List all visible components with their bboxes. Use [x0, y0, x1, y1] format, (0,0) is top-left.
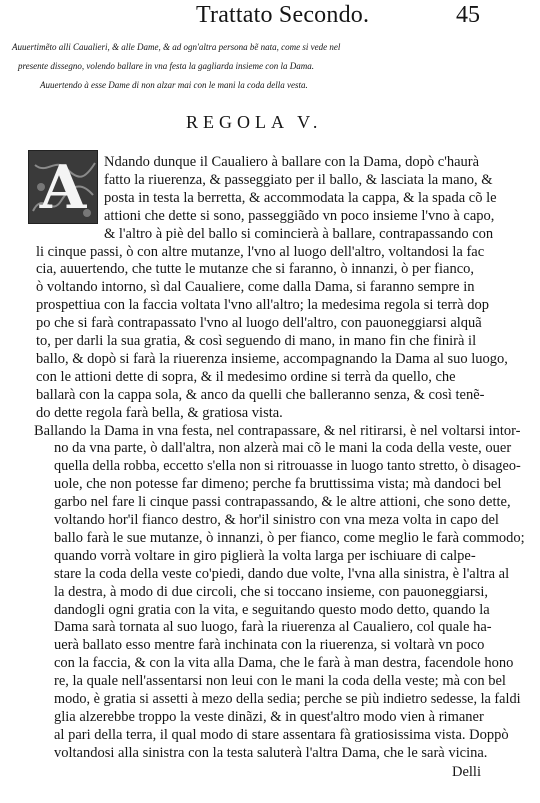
- body-line: Dama sarà tornata al suo luogo, farà la riuerenza al Caualiero, col quale ha-: [54, 619, 492, 636]
- body-line: voltando hor'il fianco destro, & hor'il sinistro con vna meza volta in capo del: [54, 512, 499, 528]
- decorated-initial: [28, 150, 98, 224]
- body-line: ballo, & dopò si farà la riuerenza insieme, accompagnando la Dama al suo luogo,: [36, 350, 508, 367]
- body-line: uerà ballato esso mentre farà inchinata con la riuerenza, si voltarà vn poco: [54, 637, 485, 654]
- drop-cap-letter: A: [39, 153, 87, 223]
- body-line: Ndando dunque il Caualiero à ballare con la Dama, dopò c'haurà: [104, 154, 480, 170]
- body-line: quella della robba, eccetto s'ella non si ritrouasse in luogo tanto stretto, ò disageo-: [54, 458, 521, 475]
- body-line: ò voltando intorno, sì dal Caualiere, come dalla Dama, si faranno sempre in: [36, 279, 475, 296]
- body-line: uole, che non potesse far dimeno; perche fa bruttissima vista; mà dandoci bel: [54, 476, 502, 493]
- body-line: voltandosi alla sinistra con la testa saluterà l'altra Dama, che le sarà vicina.: [54, 744, 488, 761]
- italic-note-line: Auuertendo à esse Dame di non alzar mai con le mani la coda della vesta.: [40, 80, 308, 90]
- body-line: la destra, à modo di due circoli, che si toccano insieme, con pauoneggiarsi,: [54, 583, 489, 600]
- body-line: glia alzerebbe troppo la veste dinãzi, & in quest'altro modo vien à rimaner: [54, 708, 484, 725]
- body-line: to, per darli la sua gratia, & così seguendo di mano, in mano fin che finirà il: [36, 333, 477, 349]
- body-line: ballarà con la cappa sola, & anco da quelli che balleranno senza, & così tenẽ-: [36, 386, 485, 403]
- body-line: ballo farà le sue mutanze, ò innanzi, ò per fianco, come meglio le farà commodo;: [54, 529, 525, 546]
- body-line: dandogli ogni gratia con la vita, e seguitando questo modo detto, quando la: [54, 601, 490, 618]
- body-line: & l'altro à piè del ballo si comincierà à ballare, contrapassando con: [104, 225, 494, 242]
- body-line: po che si farà contrapassato l'vno al luogo dell'altro, con pauoneggiarsi alquã: [36, 315, 482, 332]
- section-heading: REGOLA V.: [186, 112, 323, 132]
- body-line: do dette regola farà bella, & gratiosa vista.: [36, 404, 283, 421]
- body-line: fatto la riuerenza, & passeggiato per il ballo, & lasciata la mano, &: [104, 171, 493, 188]
- page-number: 45: [456, 2, 480, 28]
- body-line: prospettiua con la faccia voltata l'vno all'altro; la medesima regola si terrà dop: [36, 297, 489, 314]
- body-line: modo, è gratia si assetti à mezo della sedia; perche se più indietro sedesse, la faldi: [54, 691, 521, 707]
- italic-note-line: Auuertimẽto alli Caualieri, & alle Dame, & ad ogn'altra persona bẽ nata, come si vede nel: [12, 42, 341, 52]
- body-line: attioni che dette si sono, passeggiãdo vn poco insieme l'vno à capo,: [104, 207, 495, 224]
- body-line: quando vorrà voltare in giro piglierà la volta larga per ischiuare di calpe-: [54, 547, 476, 564]
- body-line: Ballando la Dama in vna festa, nel contrapassare, & nel ritirarsi, è nel voltarsi intor-: [34, 422, 521, 439]
- body-line: posta in testa la berretta, & accommodata la cappa, & la spada cõ le: [104, 189, 497, 206]
- body-line: stare la coda della veste co'piedi, dando due volte, l'vna alla sinistra, è l'altra al: [54, 565, 510, 582]
- catchword: Delli: [452, 764, 481, 780]
- body-line: cia, auuertendo, che tutte le mutanze che si faranno, ò innanzi, ò per fianco,: [36, 261, 475, 278]
- body-line: con la faccia, & con la vita alla Dama, che le farà à man destra, facendole hono: [54, 655, 514, 672]
- body-line: no da vna parte, ò dall'altra, non alzerà mai cõ le mani la coda della veste, ouer: [54, 440, 512, 457]
- body-line: li cinque passi, ò con altre mutanze, l'vno al luogo dell'altro, voltandosi la fac: [36, 243, 485, 260]
- body-line: re, la quale nell'assentarsi non leui con le mani la coda della veste; mà con bel: [54, 673, 506, 690]
- italic-note-line: presente dissegno, volendo ballare in vna festa la gagliarda insieme con la Dama.: [18, 61, 314, 71]
- body-line: garbo nel fare li cinque passi contrapassando, & le altre attioni, che sono dette,: [54, 494, 511, 511]
- running-title: Trattato Secondo.: [196, 2, 370, 28]
- body-line: con le attioni dette di sopra, & il medesimo ordine si terrà da quello, che: [36, 368, 456, 385]
- body-line: al pari della terra, il qual modo di stare assentara fà gratiosissima vista. Doppò: [54, 726, 509, 743]
